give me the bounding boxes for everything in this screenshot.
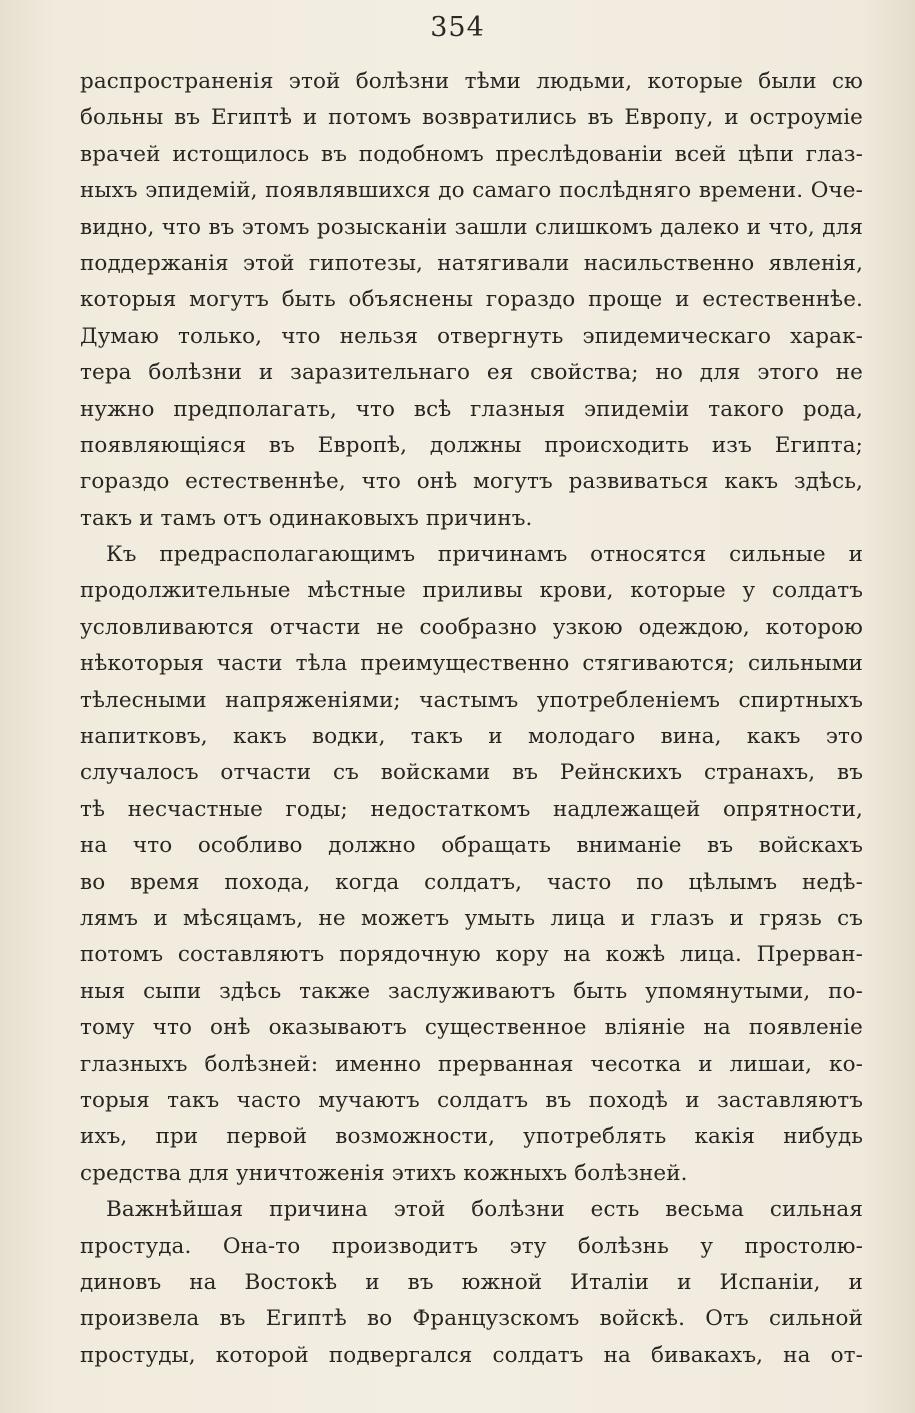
text-line: средства для уничтоженія этихъ кожныхъ болѣзней. [80,1160,688,1186]
text-line: тѣлесными напряженіями; частымъ употребленіемъ спиртныхъ [80,687,863,713]
text-line: на что особливо должно обращать вниманіе въ войскахъ [80,833,863,859]
text-line: которыя могутъ быть объяснены гораздо проще и естественнѣе. [80,287,863,313]
text-line: врачей истощилось въ подобномъ преслѣдованіи всей цѣпи глаз- [80,141,863,167]
page-number: 354 [430,12,485,43]
text-line: нѣкоторыя части тѣла преимущественно стягиваются; сильными [80,651,863,677]
text-line: Думаю только, что нельзя отвергнуть эпидемическаго харак- [80,323,863,349]
text-line: простуды, которой подвергался солдатъ на бивакахъ, на от- [80,1342,863,1368]
text-line: потомъ составляютъ порядочную кору на кожѣ лица. Прерван- [80,942,863,968]
text-line: условливаются отчасти не сообразно узкою одеждою, которою [80,614,863,640]
text-line: гораздо естественнѣе, что онѣ могутъ развиваться какъ здѣсь, [80,469,863,495]
text-line: появляющіяся въ Европѣ, должны происходить изъ Египта; [80,432,863,458]
paragraph-1 [80,64,863,537]
text-block [80,64,863,1374]
text-line: больны въ Египтѣ и потомъ возвратились въ Европу, и остроуміе [80,105,863,131]
text-line: такъ и тамъ отъ одинаковыхъ причинъ. [80,505,533,531]
text-line: ныя сыпи здѣсь также заслуживаютъ быть упомянутыми, по- [80,978,863,1004]
text-line: лямъ и мѣсяцамъ, не можетъ умыть лица и глазъ и грязь съ [80,905,863,931]
text-line: во время похода, когда солдатъ, часто по цѣлымъ недѣ- [80,869,863,895]
text-line: глазныхъ болѣзней: именно прерванная чесотка и лишаи, ко- [80,1051,863,1077]
text-line: тера болѣзни и заразительнаго ея свойства; но для этого не [80,360,863,386]
text-line: напитковъ, какъ водки, такъ и молодаго вина, какъ это [80,724,863,750]
text-line: тѣ несчастные годы; недостаткомъ надлежащей опрятности, [80,796,863,822]
text-line: диновъ на Востокѣ и въ южной Италіи и Испаніи, и [80,1269,863,1295]
text-line: Къ предрасполагающимъ причинамъ относятся сильные и [106,542,863,568]
text-line: случалосъ отчасти съ войсками въ Рейнскихъ странахъ, въ [80,760,863,786]
paragraph-3 [80,1192,863,1374]
text-line: произвела въ Египтѣ во Французскомъ войскѣ. Отъ сильной [80,1306,863,1332]
text-line: тому что онѣ оказываютъ существенное вліяніе на появленіе [80,1015,863,1041]
text-line: ихъ, при первой возможности, употреблять какія нибудь [80,1124,863,1150]
text-line: нужно предполагать, что всѣ глазныя эпидеміи такого рода, [80,396,863,422]
text-line: распространенія этой болѣзни тѣми людьми, которые были сю [80,69,863,94]
text-line: Важнѣйшая причина этой болѣзни есть весьма сильная [106,1197,863,1223]
text-line: простуда. Она-то производитъ эту болѣзнь у простолю- [80,1233,863,1259]
text-line: торыя такъ часто мучаютъ солдатъ въ походѣ и заставляютъ [80,1087,863,1113]
text-line: поддержанія этой гипотезы, натягивали насильственно явленія, [80,250,863,276]
text-line: видно, что въ этомъ розысканіи зашли слишкомъ далеко и что, для [80,214,863,240]
text-line: ныхъ эпидемій, появлявшихся до самаго послѣдняго времени. Оче- [80,178,863,204]
text-line: продолжительные мѣстные приливы крови, которые у солдатъ [80,578,863,604]
paragraph-2 [80,537,863,1192]
